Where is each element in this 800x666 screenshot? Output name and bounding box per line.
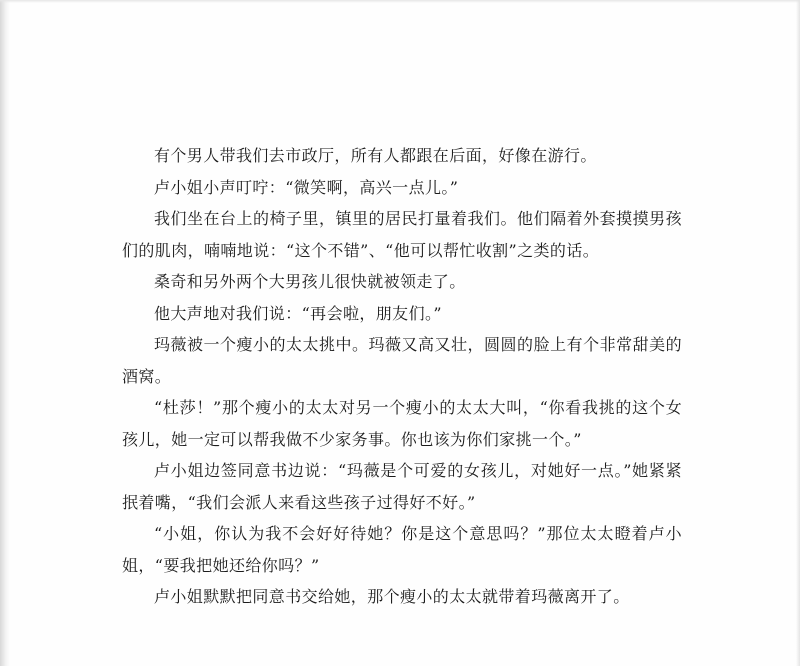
paragraph: “杜莎！”那个瘦小的太太对另一个瘦小的太太大叫，“你看我挑的这个女孩儿，她一定可以帮我做不少家务事。你也该为你们家挑一个。”: [122, 398, 682, 449]
paragraph: 他大声地对我们说：“再会啦，朋友们。”: [154, 303, 442, 323]
page-edge-shadow: [0, 0, 10, 666]
page-top-edge: [0, 0, 800, 3]
paragraph: 卢小姐边签同意书边说：“玛薇是个可爱的女孩儿，对她好一点。”她紧紧抿着嘴，“我们会派人来看这些孩子过得好不好。”: [122, 461, 682, 512]
page-right-edge: [796, 0, 800, 666]
paragraph: “小姐，你认为我不会好好待她？你是这个意思吗？”那位太太瞪着卢小姐，“要我把她还给你吗？”: [122, 524, 682, 575]
story-text: [122, 140, 682, 613]
paragraph: 我们坐在台上的椅子里，镇里的居民打量着我们。他们隔着外套摸摸男孩们的肌肉，喃喃地说：“这个不错”、“他可以帮忙收割”之类的话。: [122, 209, 682, 260]
paragraph: 玛薇被一个瘦小的太太挑中。玛薇又高又壮，圆圆的脸上有个非常甜美的酒窝。: [122, 335, 682, 386]
paragraph: 卢小姐小声叮咛：“微笑啊，高兴一点儿。”: [154, 177, 459, 197]
paragraph: 有个男人带我们去市政厅，所有人都跟在后面，好像在游行。: [154, 146, 597, 165]
paragraph: 卢小姐默默把同意书交给她，那个瘦小的太太就带着玛薇离开了。: [154, 587, 630, 606]
paragraph: 桑奇和另外两个大男孩儿很快就被领走了。: [154, 272, 466, 291]
